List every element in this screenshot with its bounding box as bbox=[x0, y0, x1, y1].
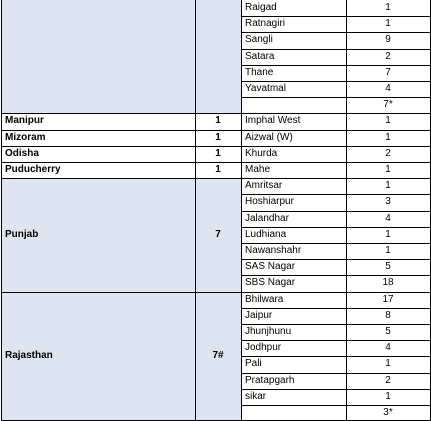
state-count bbox=[195, 0, 241, 113]
district-name: Thane bbox=[245, 66, 274, 78]
grid-line bbox=[1, 178, 430, 179]
state-name: Odisha bbox=[5, 147, 39, 159]
grid-line bbox=[241, 373, 430, 374]
state-count: 7 bbox=[215, 228, 221, 240]
state-count: 1 bbox=[215, 147, 221, 159]
district-name: Mahe bbox=[245, 164, 271, 176]
grid-line bbox=[241, 243, 430, 244]
district-count: 2 bbox=[385, 374, 391, 386]
grid-line bbox=[241, 227, 430, 228]
grid-line bbox=[241, 324, 430, 325]
district-name: Jhunjhunu bbox=[245, 326, 292, 338]
district-count: 1 bbox=[385, 131, 391, 143]
district-name bbox=[241, 97, 346, 113]
district-name: Nawanshahr bbox=[245, 245, 302, 257]
grid-line bbox=[241, 308, 430, 309]
grid-line bbox=[241, 0, 242, 421]
district-count: 4 bbox=[385, 83, 391, 95]
district-count: 1 bbox=[385, 358, 391, 370]
district-name: Bhilwara bbox=[245, 293, 284, 305]
state-name: Rajasthan bbox=[5, 350, 53, 362]
grid-line bbox=[241, 211, 430, 212]
district-name: Jodhpur bbox=[245, 342, 282, 354]
district-name: Hoshiarpur bbox=[245, 196, 294, 208]
district-count: 5 bbox=[385, 261, 391, 273]
grid-line bbox=[241, 65, 430, 66]
district-name: Jaipur bbox=[245, 309, 273, 321]
state-count: 7# bbox=[212, 350, 224, 362]
grid-line bbox=[241, 356, 430, 357]
district-count: 3* bbox=[383, 407, 393, 419]
state-name: Mizoram bbox=[5, 131, 46, 143]
district-name: Imphal West bbox=[245, 115, 301, 127]
district-count: 1 bbox=[385, 2, 391, 14]
district-name: Amritsar bbox=[245, 180, 283, 192]
state-name: Puducherry bbox=[5, 164, 61, 176]
district-name: Jalandhar bbox=[245, 212, 289, 224]
district-count: 2 bbox=[385, 50, 391, 62]
district-name: Sangli bbox=[245, 34, 273, 46]
grid-line bbox=[241, 32, 430, 33]
grid-line bbox=[195, 0, 196, 421]
grid-line bbox=[241, 275, 430, 276]
district-name: Khurda bbox=[245, 147, 278, 159]
grid-line bbox=[241, 81, 430, 82]
district-count: 8 bbox=[385, 309, 391, 321]
district-count: 7* bbox=[383, 99, 393, 111]
district-name: SBS Nagar bbox=[245, 277, 296, 289]
district-count: 1 bbox=[385, 390, 391, 402]
district-name: Raigad bbox=[245, 2, 277, 14]
grid-line bbox=[241, 340, 430, 341]
district-name: Yavatmal bbox=[245, 83, 286, 95]
grid-line bbox=[1, 292, 430, 293]
grid-line bbox=[241, 389, 430, 390]
district-count: 4 bbox=[385, 212, 391, 224]
grid-line bbox=[241, 97, 430, 98]
grid-line bbox=[1, 146, 430, 147]
district-name: Aizwal (W) bbox=[245, 131, 293, 143]
district-count: 5 bbox=[385, 326, 391, 338]
state-count: 1 bbox=[215, 164, 221, 176]
state-name bbox=[1, 0, 195, 113]
grid-line bbox=[1, 130, 430, 131]
district-count: 17 bbox=[382, 293, 394, 305]
grid-line bbox=[241, 49, 430, 50]
district-count: 1 bbox=[385, 164, 391, 176]
grid-line bbox=[241, 194, 430, 195]
district-count: 9 bbox=[385, 34, 391, 46]
state-name: Manipur bbox=[5, 115, 44, 127]
grid-line bbox=[241, 405, 430, 406]
grid-line bbox=[241, 16, 430, 17]
district-count: 1 bbox=[385, 180, 391, 192]
state-count: 1 bbox=[215, 131, 221, 143]
district-name bbox=[241, 405, 346, 421]
district-count: 3 bbox=[385, 196, 391, 208]
district-name: Pali bbox=[245, 358, 262, 370]
district-count: 1 bbox=[385, 245, 391, 257]
district-name: Pratapgarh bbox=[245, 374, 295, 386]
grid-line bbox=[241, 259, 430, 260]
district-count: 18 bbox=[382, 277, 394, 289]
district-count: 1 bbox=[385, 228, 391, 240]
state-name: Punjab bbox=[5, 228, 39, 240]
grid-line bbox=[1, 0, 2, 421]
district-count: 1 bbox=[385, 18, 391, 30]
grid-line bbox=[1, 113, 430, 114]
district-count: 7 bbox=[385, 66, 391, 78]
district-name: sikar bbox=[245, 390, 267, 402]
district-name: SAS Nagar bbox=[245, 261, 296, 273]
district-count: 2 bbox=[385, 147, 391, 159]
grid-line bbox=[1, 162, 430, 163]
district-name: Ratnagiri bbox=[245, 18, 286, 30]
state-count: 1 bbox=[215, 115, 221, 127]
district-name: Satara bbox=[245, 50, 275, 62]
district-name: Ludhiana bbox=[245, 228, 287, 240]
grid-line bbox=[346, 0, 347, 421]
district-count: 1 bbox=[385, 115, 391, 127]
district-count: 4 bbox=[385, 342, 391, 354]
